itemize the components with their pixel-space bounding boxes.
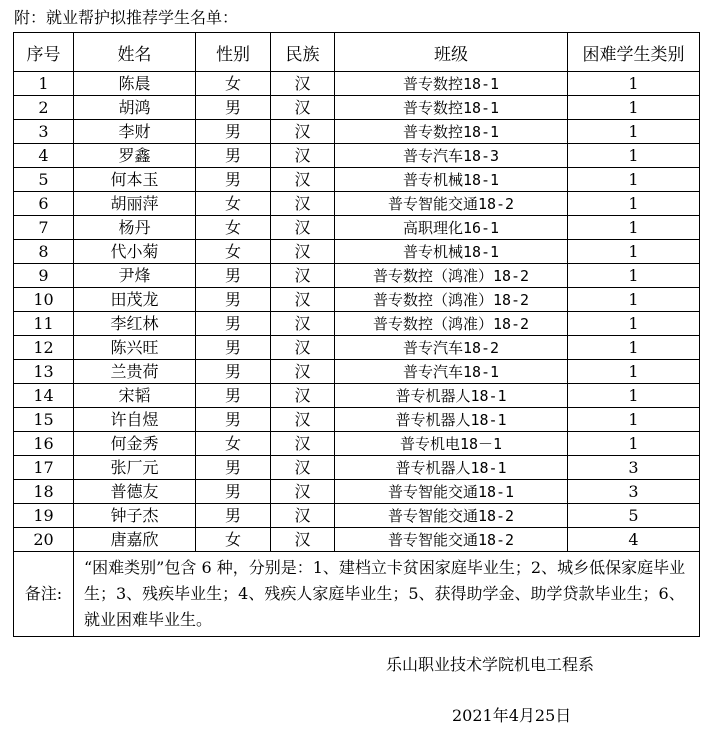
cell-seq: 1 — [14, 72, 74, 96]
cell-seq: 19 — [14, 504, 74, 528]
document-title: 附：就业帮护拟推荐学生名单： — [14, 8, 239, 27]
cell-gender: 男 — [196, 264, 271, 288]
table-row — [14, 96, 700, 120]
cell-gender: 女 — [196, 528, 271, 552]
cell-gender: 男 — [196, 336, 271, 360]
cell-ethnicity: 汉 — [271, 432, 335, 456]
cell-ethnicity: 汉 — [271, 192, 335, 216]
cell-gender: 男 — [196, 360, 271, 384]
cell-class: 普专智能交通18-2 — [335, 528, 568, 552]
cell-ethnicity: 汉 — [271, 312, 335, 336]
cell-ethnicity: 汉 — [271, 120, 335, 144]
cell-name: 胡鸿 — [74, 96, 196, 120]
cell-category: 1 — [568, 168, 700, 192]
cell-category: 1 — [568, 216, 700, 240]
cell-ethnicity: 汉 — [271, 240, 335, 264]
cell-name: 李财 — [74, 120, 196, 144]
cell-ethnicity: 汉 — [271, 360, 335, 384]
cell-class: 普专数控（鸿准）18-2 — [335, 312, 568, 336]
cell-gender: 女 — [196, 240, 271, 264]
cell-category: 1 — [568, 72, 700, 96]
cell-ethnicity: 汉 — [271, 408, 335, 432]
cell-gender: 女 — [196, 216, 271, 240]
table-row — [14, 408, 700, 432]
cell-gender: 男 — [196, 288, 271, 312]
table-row — [14, 456, 700, 480]
cell-seq: 12 — [14, 336, 74, 360]
cell-class: 普专数控（鸿准）18-2 — [335, 288, 568, 312]
cell-ethnicity: 汉 — [271, 264, 335, 288]
cell-category: 1 — [568, 384, 700, 408]
cell-category: 1 — [568, 336, 700, 360]
cell-ethnicity: 汉 — [271, 384, 335, 408]
cell-ethnicity: 汉 — [271, 96, 335, 120]
header-class: 班级 — [335, 33, 568, 72]
cell-ethnicity: 汉 — [271, 504, 335, 528]
cell-category: 1 — [568, 408, 700, 432]
header-gender: 性别 — [196, 33, 271, 72]
cell-gender: 女 — [196, 192, 271, 216]
cell-name: 陈晨 — [74, 72, 196, 96]
cell-ethnicity: 汉 — [271, 144, 335, 168]
cell-category: 1 — [568, 192, 700, 216]
cell-ethnicity: 汉 — [271, 72, 335, 96]
table-row — [14, 360, 700, 384]
cell-name: 李红林 — [74, 312, 196, 336]
cell-seq: 17 — [14, 456, 74, 480]
cell-category: 1 — [568, 96, 700, 120]
table-row — [14, 264, 700, 288]
table-row — [14, 240, 700, 264]
table-row — [14, 288, 700, 312]
cell-gender: 男 — [196, 384, 271, 408]
table-row — [14, 504, 700, 528]
cell-ethnicity: 汉 — [271, 528, 335, 552]
footer-date: 2021年4月25日 — [452, 706, 572, 725]
table-row — [14, 120, 700, 144]
cell-gender: 男 — [196, 408, 271, 432]
table-row — [14, 480, 700, 504]
cell-class: 普专机械18-1 — [335, 168, 568, 192]
cell-class: 普专机械18-1 — [335, 240, 568, 264]
cell-class: 普专汽车18-2 — [335, 336, 568, 360]
cell-class: 普专机器人18-1 — [335, 456, 568, 480]
cell-category: 1 — [568, 312, 700, 336]
cell-ethnicity: 汉 — [271, 480, 335, 504]
cell-seq: 18 — [14, 480, 74, 504]
cell-class: 普专机电18－1 — [335, 432, 568, 456]
note-row — [14, 552, 700, 637]
cell-name: 何金秀 — [74, 432, 196, 456]
cell-name: 陈兴旺 — [74, 336, 196, 360]
table-row — [14, 144, 700, 168]
cell-name: 钟子杰 — [74, 504, 196, 528]
cell-gender: 男 — [196, 312, 271, 336]
cell-name: 宋韬 — [74, 384, 196, 408]
table-row — [14, 336, 700, 360]
cell-seq: 13 — [14, 360, 74, 384]
table-row — [14, 432, 700, 456]
cell-gender: 男 — [196, 480, 271, 504]
cell-name: 普德友 — [74, 480, 196, 504]
note-label: 备注: — [14, 552, 74, 637]
cell-seq: 7 — [14, 216, 74, 240]
cell-name: 唐嘉欣 — [74, 528, 196, 552]
note-text: “困难类别”包含 6 种，分别是：1、建档立卡贫困家庭毕业生；2、城乡低保家庭毕业生；3、残疾毕业生；4、残疾人家庭毕业生；5、获得助学金、助学贷款毕业生；6、就业困难毕业生。 — [74, 552, 700, 637]
cell-category: 1 — [568, 360, 700, 384]
cell-category: 1 — [568, 120, 700, 144]
cell-class: 普专数控18-1 — [335, 120, 568, 144]
cell-seq: 2 — [14, 96, 74, 120]
cell-class: 普专智能交通18-2 — [335, 192, 568, 216]
table-row — [14, 168, 700, 192]
cell-category: 3 — [568, 480, 700, 504]
cell-name: 胡丽萍 — [74, 192, 196, 216]
cell-class: 普专机器人18-1 — [335, 384, 568, 408]
cell-ethnicity: 汉 — [271, 336, 335, 360]
cell-seq: 14 — [14, 384, 74, 408]
table-row — [14, 192, 700, 216]
cell-gender: 男 — [196, 120, 271, 144]
student-table — [13, 32, 700, 637]
cell-ethnicity: 汉 — [271, 456, 335, 480]
cell-seq: 16 — [14, 432, 74, 456]
header-name: 姓名 — [74, 33, 196, 72]
cell-name: 杨丹 — [74, 216, 196, 240]
cell-seq: 11 — [14, 312, 74, 336]
cell-gender: 女 — [196, 432, 271, 456]
cell-class: 普专数控18-1 — [335, 72, 568, 96]
cell-gender: 男 — [196, 144, 271, 168]
cell-category: 5 — [568, 504, 700, 528]
cell-ethnicity: 汉 — [271, 168, 335, 192]
cell-category: 1 — [568, 432, 700, 456]
cell-class: 普专数控（鸿准）18-2 — [335, 264, 568, 288]
cell-gender: 男 — [196, 96, 271, 120]
cell-class: 高职理化16-1 — [335, 216, 568, 240]
cell-gender: 男 — [196, 168, 271, 192]
cell-seq: 9 — [14, 264, 74, 288]
cell-seq: 20 — [14, 528, 74, 552]
header-seq: 序号 — [14, 33, 74, 72]
header-category: 困难学生类别 — [568, 33, 700, 72]
cell-seq: 5 — [14, 168, 74, 192]
cell-seq: 4 — [14, 144, 74, 168]
cell-seq: 10 — [14, 288, 74, 312]
table-row — [14, 72, 700, 96]
cell-seq: 3 — [14, 120, 74, 144]
cell-name: 尹烽 — [74, 264, 196, 288]
cell-category: 1 — [568, 264, 700, 288]
cell-gender: 男 — [196, 456, 271, 480]
cell-name: 张厂元 — [74, 456, 196, 480]
header-ethnicity: 民族 — [271, 33, 335, 72]
cell-name: 何本玉 — [74, 168, 196, 192]
table-header-row — [14, 33, 700, 72]
cell-category: 1 — [568, 288, 700, 312]
table-row — [14, 528, 700, 552]
cell-name: 罗鑫 — [74, 144, 196, 168]
cell-class: 普专机器人18-1 — [335, 408, 568, 432]
footer-organization: 乐山职业技术学院机电工程系 — [386, 655, 595, 674]
cell-seq: 15 — [14, 408, 74, 432]
cell-class: 普专汽车18-1 — [335, 360, 568, 384]
cell-class: 普专数控18-1 — [335, 96, 568, 120]
cell-ethnicity: 汉 — [271, 216, 335, 240]
cell-class: 普专智能交通18-1 — [335, 480, 568, 504]
cell-class: 普专智能交通18-2 — [335, 504, 568, 528]
table-body — [14, 72, 700, 552]
cell-name: 代小菊 — [74, 240, 196, 264]
cell-ethnicity: 汉 — [271, 288, 335, 312]
cell-category: 3 — [568, 456, 700, 480]
table-row — [14, 216, 700, 240]
cell-category: 1 — [568, 144, 700, 168]
cell-seq: 8 — [14, 240, 74, 264]
cell-category: 1 — [568, 240, 700, 264]
cell-gender: 女 — [196, 72, 271, 96]
table-row — [14, 312, 700, 336]
cell-class: 普专汽车18-3 — [335, 144, 568, 168]
cell-gender: 男 — [196, 504, 271, 528]
table-row — [14, 384, 700, 408]
cell-name: 许自煜 — [74, 408, 196, 432]
cell-category: 4 — [568, 528, 700, 552]
cell-seq: 6 — [14, 192, 74, 216]
cell-name: 兰贵荷 — [74, 360, 196, 384]
cell-name: 田茂龙 — [74, 288, 196, 312]
